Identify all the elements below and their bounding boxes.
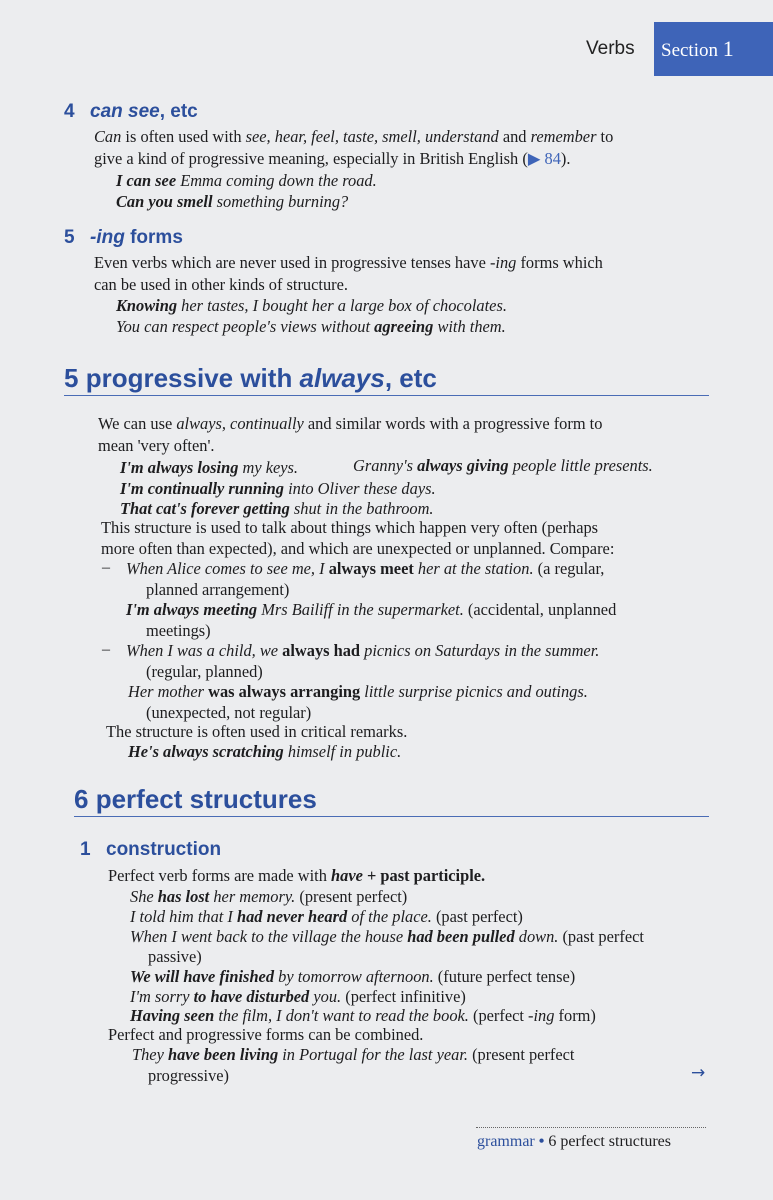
sec6-example-3-line1: When I went back to the village the house had been pulled down. (past perfect xyxy=(130,927,644,946)
sec6-example-7-line2: progressive) xyxy=(148,1066,230,1085)
section-5-heading xyxy=(64,363,437,394)
footer-number: 6 xyxy=(548,1133,557,1150)
sec5-example-3: That cat's forever getting shut in the bathroom. xyxy=(120,499,434,518)
section-6-heading xyxy=(74,784,317,815)
footer-grammar: grammar xyxy=(477,1133,535,1150)
section-title-part: progressive with xyxy=(85,363,300,393)
section-number: 1 xyxy=(722,36,734,61)
sec6-example-2: I told him that I had never heard of the place. (past perfect) xyxy=(130,907,523,926)
footer-title: perfect structures xyxy=(560,1133,671,1150)
section-title-part: , etc xyxy=(384,363,437,393)
compare-1-line2: planned arrangement) xyxy=(146,580,290,599)
sec5-para1-line2: mean 'very often'. xyxy=(98,436,215,455)
sec5-para2-line2: more often than expected), and which are unexpected or unplanned. Compare: xyxy=(101,539,615,558)
s5-paragraph-line2: can be used in other kinds of structure. xyxy=(94,275,348,294)
section-title: perfect structures xyxy=(95,784,317,814)
compare-1-line1: When Alice comes to see me, I always meet her at the station. (a regular, xyxy=(126,559,605,578)
sec5-para2-line1: This structure is used to talk about things which happen very often (perhaps xyxy=(101,518,599,537)
cross-reference-link[interactable]: ▶ 84 xyxy=(527,149,561,168)
subsection-number: 5 xyxy=(64,227,75,248)
heading-rest: , etc xyxy=(159,101,198,122)
sec5-example-2: I'm continually running into Oliver these days. xyxy=(120,479,436,498)
sec5-para1-line1: We can use always, continually and similar words with a progressive form to xyxy=(98,414,603,433)
sec6-example-6: Having seen the film, I don't want to read the book. (perfect -ing form) xyxy=(130,1006,596,1025)
section-number: 5 xyxy=(64,363,79,393)
subsection-6-1-heading xyxy=(80,839,221,861)
compare-dash-2: – xyxy=(102,641,110,658)
heading-italic: -ing xyxy=(90,227,125,248)
s5-example-1: Knowing her tastes, I bought her a large box of chocolates. xyxy=(116,296,507,315)
s5-example-2: You can respect people's views without agreeing with them. xyxy=(116,317,506,336)
subsection-title: construction xyxy=(106,839,222,860)
sec5-para3: The structure is often used in critical remarks. xyxy=(106,722,408,741)
s4-paragraph-line1: Can is often used with see, hear, feel, taste, smell, understand and remember to xyxy=(94,127,614,146)
compare-4-line1: Her mother was always arranging little surprise picnics and outings. xyxy=(128,682,588,701)
compare-dash-1: – xyxy=(102,559,110,576)
section-number: 6 xyxy=(74,784,89,814)
continue-arrow-icon: → xyxy=(691,1063,706,1083)
section-6-rule xyxy=(74,816,709,817)
heading-italic: can see xyxy=(90,101,160,122)
compare-2-line2: meetings) xyxy=(146,621,211,640)
page-footer xyxy=(477,1133,671,1151)
sec6-example-4: We will have finished by tomorrow afternoon. (future perfect tense) xyxy=(130,967,576,986)
heading-rest: forms xyxy=(124,227,183,248)
subsection-5-heading xyxy=(64,227,183,249)
compare-2-line1: I'm always meeting Mrs Bailiff in the supermarket. (accidental, unplanned xyxy=(126,600,617,619)
footer-bullet: • xyxy=(538,1133,545,1150)
running-header-verbs: Verbs xyxy=(586,38,635,59)
subsection-4-heading xyxy=(64,101,198,123)
s4-paragraph-line2: give a kind of progressive meaning, especially in British English (▶ 84). xyxy=(94,149,571,168)
sec6-example-1: She has lost her memory. (present perfect) xyxy=(130,887,408,906)
footer-rule xyxy=(476,1127,706,1128)
compare-4-line2: (unexpected, not regular) xyxy=(146,703,312,722)
sec6-example-5: I'm sorry to have disturbed you. (perfect infinitive) xyxy=(130,987,466,1006)
sec6-example-3-line2: passive) xyxy=(148,947,202,966)
section-tab xyxy=(654,22,773,76)
s4-example-1: I can see Emma coming down the road. xyxy=(116,171,377,190)
section-word: Section xyxy=(661,40,718,61)
sec5-example-4: He's always scratching himself in public. xyxy=(128,742,402,761)
sec6-example-7-line1: They have been living in Portugal for the last year. (present perfect xyxy=(132,1045,575,1064)
s4-example-2: Can you smell something burning? xyxy=(116,192,349,211)
s5-paragraph-line1: Even verbs which are never used in progressive tenses have -ing forms which xyxy=(94,253,603,272)
compare-3-line1: When I was a child, we always had picnics on Saturdays in the summer. xyxy=(126,641,600,660)
section-5-rule xyxy=(64,395,709,396)
section-title-italic: always xyxy=(299,363,385,393)
sec6-para1: Perfect verb forms are made with have + past participle. xyxy=(108,866,486,885)
sec5-example-1b: Granny's always giving people little presents. xyxy=(353,456,653,475)
subsection-number: 1 xyxy=(80,839,91,860)
sec5-example-1: I'm always losing my keys. xyxy=(120,458,299,477)
compare-3-line2: (regular, planned) xyxy=(146,662,263,681)
subsection-number: 4 xyxy=(64,101,75,122)
sec6-para2: Perfect and progressive forms can be combined. xyxy=(108,1025,424,1044)
